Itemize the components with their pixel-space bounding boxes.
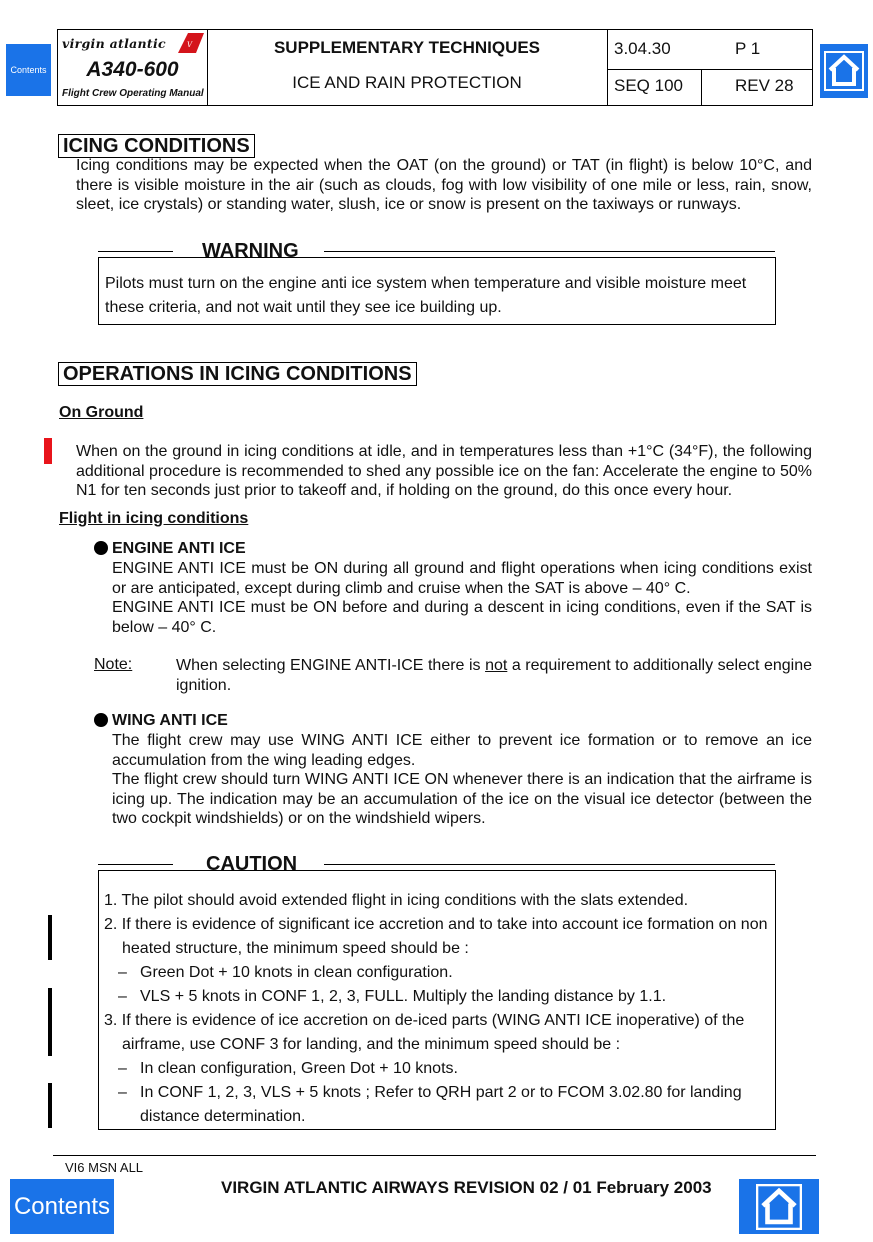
change-bar-red: [44, 438, 52, 464]
caution-item-3b-text: In CONF 1, 2, 3, VLS + 5 knots ; Refer to QRH part 2 or to FCOM 3.02.80 for landing distance determination.: [140, 1084, 742, 1125]
caution-item-2b: [118, 985, 666, 1009]
header-divider-v: [701, 69, 702, 105]
caution-item-2a: [118, 961, 453, 985]
footer-rule: [53, 1155, 816, 1156]
rev-number: REV 28: [735, 76, 794, 95]
operations-title: OPERATIONS IN ICING CONDITIONS: [58, 362, 417, 386]
virgin-tail-icon: [174, 33, 204, 53]
footer-msn: VI6 MSN ALL: [65, 1160, 144, 1175]
section-number: 3.04.30: [614, 39, 671, 58]
warning-label: WARNING: [202, 240, 299, 262]
on-ground-heading: On Ground: [59, 404, 144, 421]
manual-name: Flight Crew Operating Manual: [62, 88, 204, 99]
svg-text:V: V: [187, 41, 193, 49]
icing-conditions-title: ICING CONDITIONS: [58, 134, 255, 158]
home-button-top[interactable]: [820, 44, 868, 98]
header-title-block: [207, 30, 608, 105]
virgin-logo: virgin atlantic V: [62, 35, 204, 57]
page-header: [57, 29, 813, 106]
note-text-pre: When selecting ENGINE ANTI-ICE there is: [176, 657, 486, 674]
aircraft-type: A340-600: [86, 58, 179, 81]
caution-item-2-text: 2. If there is evidence of significant ice accretion and to take into account ice formation on non heated structure, the minimum speed should be :: [104, 916, 768, 957]
caution-item-1: 1. The pilot should avoid extended flight in icing conditions with the slats extended.: [104, 892, 689, 909]
on-ground-text: When on the ground in icing conditions at idle, and in temperatures less than +1°C (34°F), the following additional procedure is recommended to shed any possible ice on the fan: Accelerate the engine to 50% N1 for ten seconds just prior to takeoff and, if holding on the ground, do this once every hour.: [76, 443, 812, 499]
caution-item-3: [104, 1009, 772, 1057]
header-title: SUPPLEMENTARY TECHNIQUES: [273, 38, 541, 57]
header-subtitle: ICE AND RAIN PROTECTION: [292, 73, 522, 92]
icing-conditions-text: Icing conditions may be expected when the OAT (on the ground) or TAT (in flight) is below 10°C, and there is visible moisture in the air (such as clouds, fog with low visibility of one mile or less, rain, snow, sleet, ice crystals) or standing water, slush, ice or snow is present on the taxiways or runways.: [76, 157, 812, 213]
wing-anti-ice-title: WING ANTI ICE: [112, 712, 228, 729]
caution-item-2: [104, 913, 772, 961]
bullet-icon: [94, 713, 108, 727]
dash: –: [118, 964, 127, 981]
contents-button-bottom[interactable]: [10, 1179, 114, 1234]
warning-rule-right: [324, 251, 775, 252]
contents-button-top[interactable]: [6, 44, 51, 96]
warning-box: [98, 257, 776, 325]
home-button-bottom[interactable]: [739, 1179, 819, 1234]
note-label: Note:: [94, 656, 133, 673]
seq-number: SEQ 100: [614, 76, 683, 95]
wing-anti-ice-text-1: The flight crew may use WING ANTI ICE either to prevent ice formation or to remove an ice accumulation from the wing leading edges.: [112, 732, 812, 769]
caution-item-3-text: 3. If there is evidence of ice accretion on de-iced parts (WING ANTI ICE inoperative) of the airframe, use CONF 3 for landing, and the minimum speed should be :: [104, 1012, 745, 1053]
engine-anti-ice-title: ENGINE ANTI ICE: [112, 540, 246, 557]
warning-rule-left: [98, 251, 173, 252]
note-text-post: a requirement to additionally select engine ignition.: [176, 657, 813, 694]
contents-label-top: Contents: [10, 65, 47, 75]
note-text: [176, 656, 812, 695]
dash: –: [118, 1084, 127, 1101]
note-text-underlined: not: [485, 657, 508, 674]
dash: –: [118, 988, 127, 1005]
caution-label: CAUTION: [206, 853, 298, 875]
caution-item-2b-text: VLS + 5 knots in CONF 1, 2, 3, FULL. Multiply the landing distance by 1.1.: [140, 988, 667, 1005]
header-ref-block: [607, 30, 812, 105]
logo-block: [58, 30, 208, 105]
footer-revision: VIRGIN ATLANTIC AIRWAYS REVISION 02 / 01 February 2003: [221, 1178, 712, 1197]
flight-icing-heading: Flight in icing conditions: [59, 510, 249, 527]
caution-rule-right: [324, 864, 775, 865]
bullet-icon: [94, 541, 108, 555]
page-number: P 1: [735, 39, 761, 58]
caution-item-3b: [118, 1081, 768, 1129]
change-bar: [48, 1083, 52, 1128]
engine-anti-ice-text-1: ENGINE ANTI ICE must be ON during all ground and flight operations when icing conditions exist or are anticipated, except during climb and cruise when the SAT is above – 40° C.: [112, 560, 812, 597]
caution-item-3a-text: In clean configuration, Green Dot + 10 knots.: [140, 1060, 458, 1077]
header-divider: [607, 69, 812, 70]
wing-anti-ice-text-2: The flight crew should turn WING ANTI ICE ON whenever there is an indication that the airframe is icing up. The indication may be an accumulation of the ice on the visual ice detector (between the two cockpit windshields) or on the windshield wipers.: [112, 771, 812, 827]
dash: –: [118, 1060, 127, 1077]
home-icon: [755, 1184, 803, 1230]
engine-anti-ice-text-2: ENGINE ANTI ICE must be ON before and during a descent in icing conditions, even if the SAT is below – 40° C.: [112, 599, 812, 636]
caution-item-2a-text: Green Dot + 10 knots in clean configuration.: [140, 964, 453, 981]
change-bar: [48, 915, 52, 960]
home-icon: [824, 51, 864, 91]
change-bar: [48, 988, 52, 1056]
caution-item-3a: [118, 1057, 458, 1081]
contents-label-bottom: Contents: [13, 1192, 111, 1220]
caution-rule-left: [98, 864, 173, 865]
warning-text: Pilots must turn on the engine anti ice system when temperature and visible moisture meet these criteria, and not wait until they see ice building up.: [105, 275, 747, 316]
